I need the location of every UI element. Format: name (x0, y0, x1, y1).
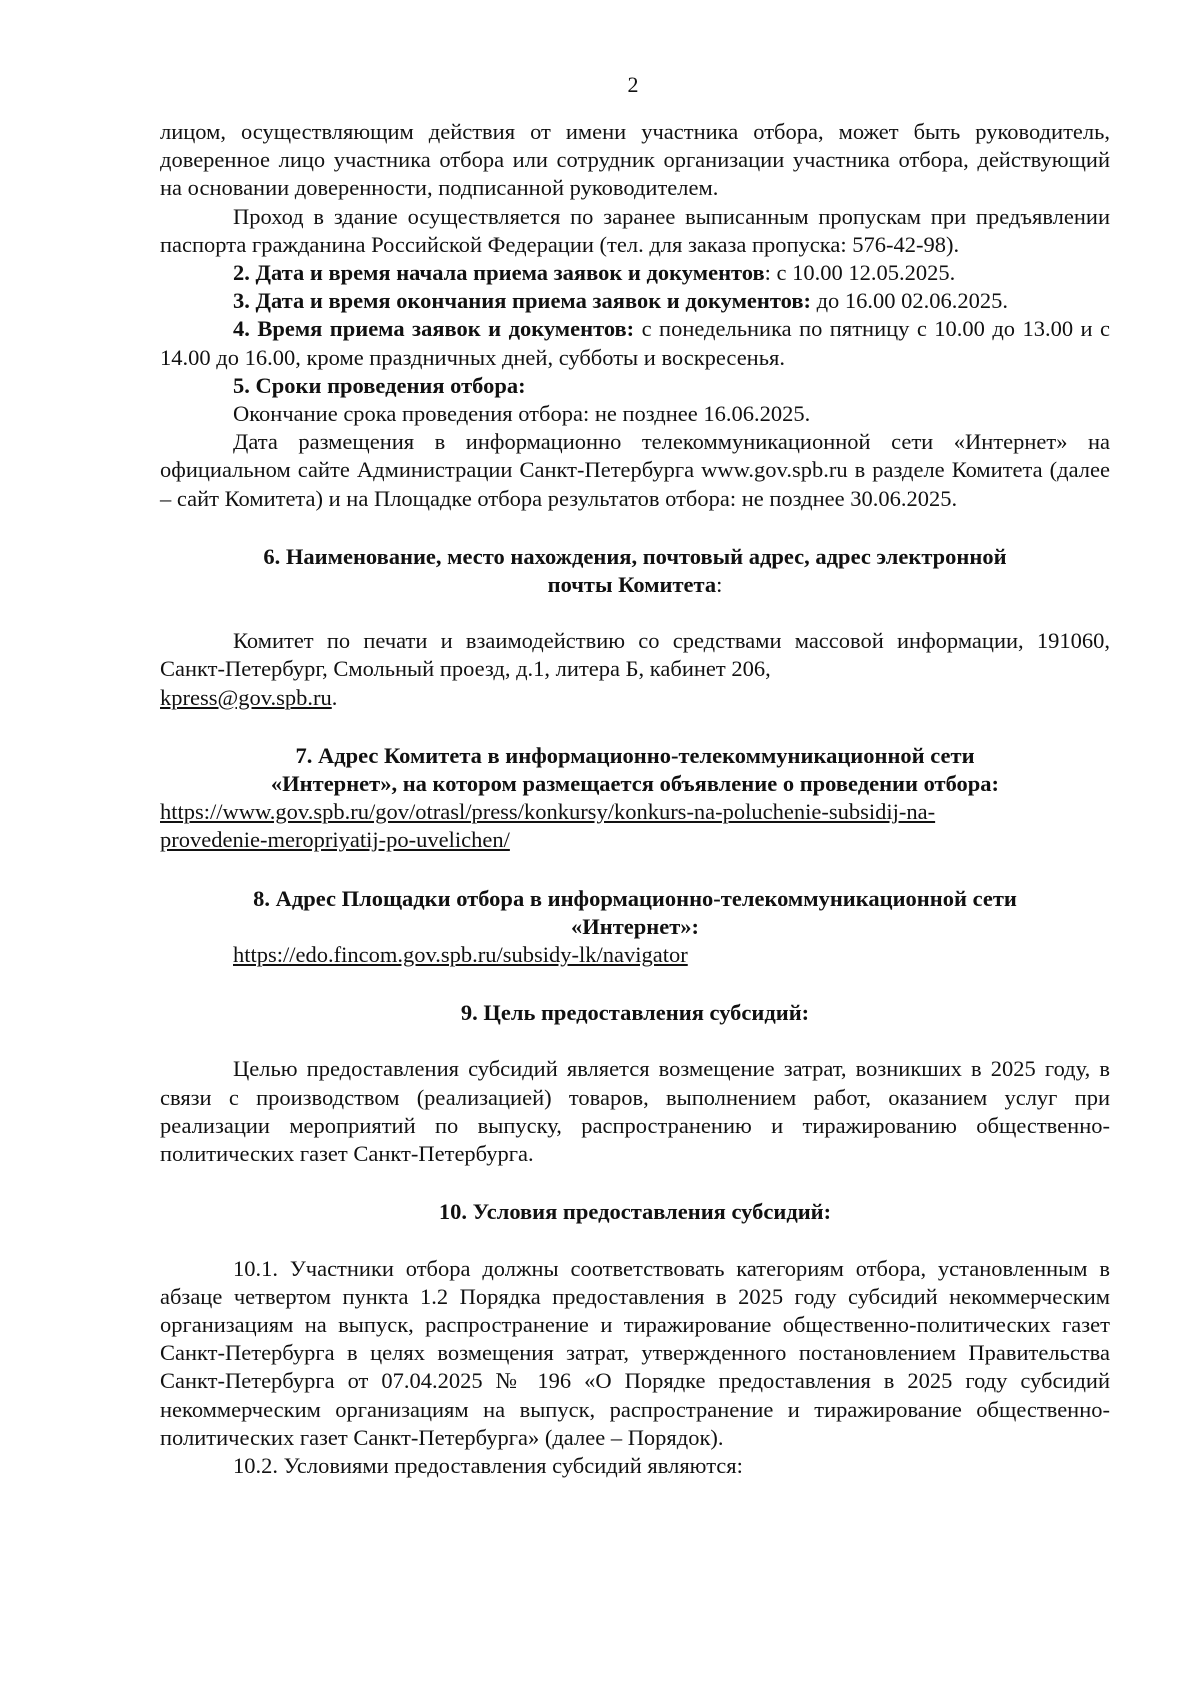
item-2-label: 2. Дата и время начала приема заявок и документов (233, 260, 765, 286)
section-6-heading-colon: : (716, 572, 723, 598)
item-2-value: : с 10.00 12.05.2025. (764, 260, 956, 286)
item-3-value: до 16.00 02.06.2025. (810, 288, 1009, 314)
item-2-start-date (160, 259, 1110, 287)
item-4-reception-time (160, 315, 1110, 371)
section-10-1-paragraph: 10.1. Участники отбора должны соответствовать категориям отбора, установленным в абзаце четвертом пункта 1.2 Порядка предоставления в 2025 году субсидий некоммерческим организациям на выпуск, распространение и тиражирование общественно-политических газет Санкт-Петербурга в целях возмещения затрат, утвержденного постановлением Правительства Санкт-Петербурга от 07.04.2025 № 196 «О Порядке предоставления в 2025 году субсидий некоммерческим организациям на выпуск, распространение и тиражирование общественно-политических газет Санкт-Петербурга» (далее – Порядок). (160, 1255, 1110, 1450)
committee-address: Комитет по печати и взаимодействию со средствами массовой информации, 191060, Санкт-Петербург, Смольный проезд, д.1, литера Б, кабинет 206, (160, 628, 1110, 682)
section-6-heading (160, 543, 1110, 599)
document-body (160, 118, 1110, 1480)
item-4-label: 4. Время приема заявок и документов: (233, 316, 635, 342)
section-10-heading: 10. Условия предоставления субсидий: (438, 1199, 832, 1225)
section-8-heading-line1: 8. Адрес Площадки отбора в информационно-телекоммуникационной сети (253, 885, 1017, 911)
committee-announcement-link-line1[interactable]: https://www.gov.spb.ru/gov/otrasl/press/konkursy/konkurs-na-poluchenie-subsidij-na- (160, 799, 936, 825)
section-8-heading-line2: «Интернет»: (570, 913, 699, 939)
committee-email-link[interactable]: kpress@gov.spb.ru (160, 684, 332, 710)
entry-pass-paragraph: Проход в здание осуществляется по заранее выписанным пропускам при предъявлении паспорта гражданина Российской Федерации (тел. для заказа пропуска: 576-42-98). (160, 203, 1110, 257)
item-4-value: с понедельника по пятницу с 10.00 до 13.00 и с 14.00 до 16.00, кроме праздничных дней, субботы и воскресенья. (160, 316, 1110, 370)
section-7-heading-line1: 7. Адрес Комитета в информационно-телекоммуникационной сети (295, 742, 975, 768)
committee-announcement-link-line2[interactable]: provedenie-meropriyatij-po-uvelichen/ (160, 827, 510, 853)
selection-platform-link[interactable]: https://edo.fincom.gov.spb.ru/subsidy-lk/navigator (233, 942, 688, 968)
section-7-heading (160, 742, 1110, 798)
section-7-heading-line2: «Интернет», на котором размещается объявление о проведении отбора: (270, 771, 1000, 797)
section-8-heading (160, 885, 1110, 941)
item-3-label: 3. Дата и время окончания приема заявок и документов: (233, 288, 811, 314)
section-9-heading: 9. Цель предоставления субсидий: (460, 1000, 810, 1026)
section-6-heading-line1: 6. Наименование, место нахождения, почтовый адрес, адрес электронной (263, 543, 1007, 569)
section-6-heading-line2: почты Комитета (547, 572, 717, 598)
section-9-body: Целью предоставления субсидий является возмещение затрат, возникших в 2025 году, в связи с производством (реализацией) товаров, выполнением работ, оказанием услуг при реализации мероприятий по выпуску, распространению и тиражированию общественно-политических газет Санкт-Петербурга. (160, 1056, 1110, 1167)
item-5-heading (160, 372, 1110, 400)
section-7-url (160, 798, 1110, 854)
page-number: 2 (627, 72, 639, 97)
item-5-label: 5. Сроки проведения отбора: (233, 372, 526, 398)
item-5-end-date: Окончание срока проведения отбора: не позднее 16.06.2025. (233, 401, 811, 427)
item-5-publish-date: Дата размещения в информационно телекоммуникационной сети «Интернет» на официальном сайте Администрации Санкт-Петербурга www.gov.spb.ru в разделе Комитета (далее – сайт Комитета) и на Площадке отбора результатов отбора: не позднее 30.06.2025. (160, 429, 1110, 511)
section-10-2-paragraph: 10.2. Условиями предоставления субсидий являются: (233, 1452, 743, 1478)
item-3-end-date (160, 287, 1110, 315)
section-6-body (160, 627, 1110, 712)
section-8-url (160, 941, 1110, 969)
intro-paragraph: лицом, осуществляющим действия от имени участника отбора, может быть руководитель, доверенное лицо участника отбора или сотрудник организации участника отбора, действующий на основании доверенности, подписанной руководителем. (160, 119, 1110, 201)
committee-email-tail: . (331, 684, 338, 710)
